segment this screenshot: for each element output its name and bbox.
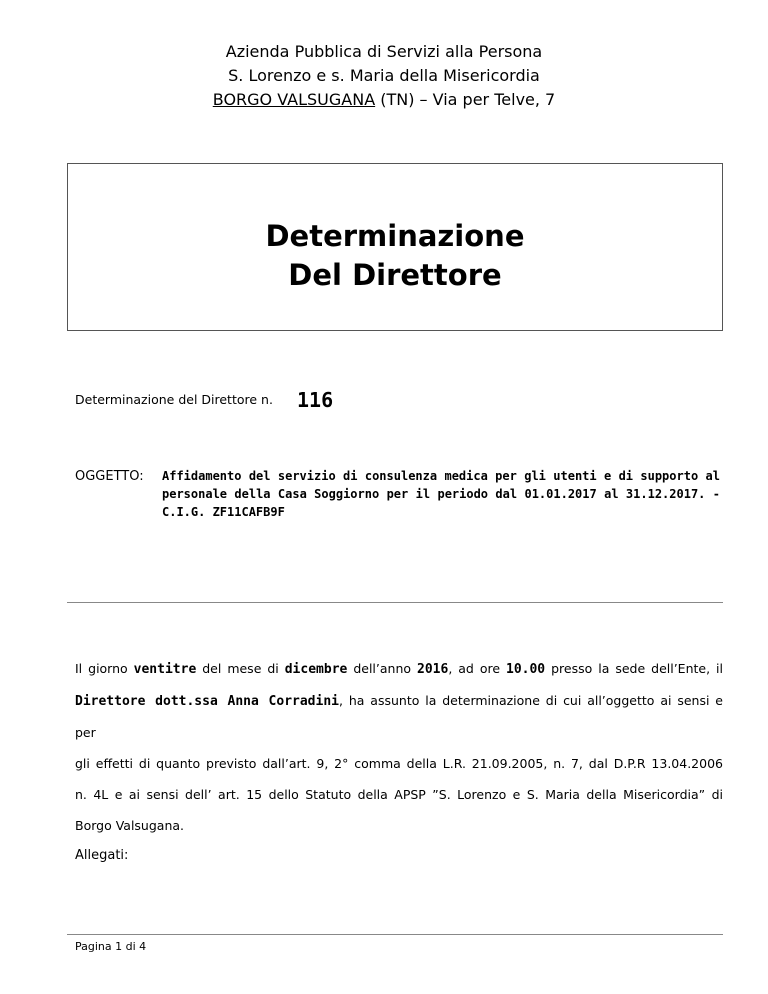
body-line-5: Borgo Valsugana. [75, 818, 184, 833]
month: dicembre [284, 662, 348, 677]
body-line-3: gli effetti di quanto previsto dall’art. 9, 2° comma della L.R. 21.09.2005, n. 7, dal D.P.R 13.04.2006 [75, 756, 723, 771]
institution-header [0, 40, 768, 112]
footer-divider [67, 934, 723, 935]
subject-label: OGGETTO: [75, 469, 144, 484]
document-title-line2: Del Direttore [288, 258, 502, 292]
body-line-4: n. 4L e ai sensi dell’ art. 15 dello Statuto della APSP ”S. Lorenzo e S. Maria della Misericordia” di [75, 787, 723, 802]
subject-line-1: Affidamento del servizio di consulenza medica per gli utenti e di supporto al [162, 469, 720, 483]
attachments-label: Allegati: [75, 848, 129, 863]
institution-town: BORGO VALSUGANA [212, 90, 376, 109]
institution-subname: S. Lorenzo e s. Maria della Misericordia [228, 66, 540, 85]
body-line-2: Direttore dott.ssa Anna Corradini, ha assunto la determinazione di cui all’oggetto ai sensi e per [75, 693, 723, 740]
document-title-line1: Determinazione [265, 219, 525, 253]
document-title-box [67, 163, 723, 331]
subject-line-2: personale della Casa Soggiorno per il periodo dal 01.01.2017 al 31.12.2017. - [162, 487, 720, 501]
director-name: Direttore dott.ssa Anna Corradini [75, 694, 339, 709]
subject-text [162, 467, 720, 521]
time: 10.00 [506, 662, 546, 677]
determination-number: 116 [297, 388, 334, 412]
body-paragraph [75, 653, 723, 841]
institution-address-rest: (TN) – Via per Telve, 7 [375, 90, 556, 109]
year: 2016 [417, 662, 449, 677]
page-number: Pagina 1 di 4 [75, 940, 147, 953]
institution-name: Azienda Pubblica di Servizi alla Persona [225, 42, 543, 61]
determination-label: Determinazione del Direttore n. [75, 392, 273, 407]
body-line-1: Il giorno ventitre del mese di dicembre dell’anno 2016, ad ore 10.00 presso la sede dell’Ente, il [75, 661, 723, 677]
subject-line-3: C.I.G. ZF11CAFB9F [162, 505, 285, 519]
institution-address [0, 88, 768, 112]
section-divider [67, 602, 723, 603]
day: ventitre [133, 662, 197, 677]
